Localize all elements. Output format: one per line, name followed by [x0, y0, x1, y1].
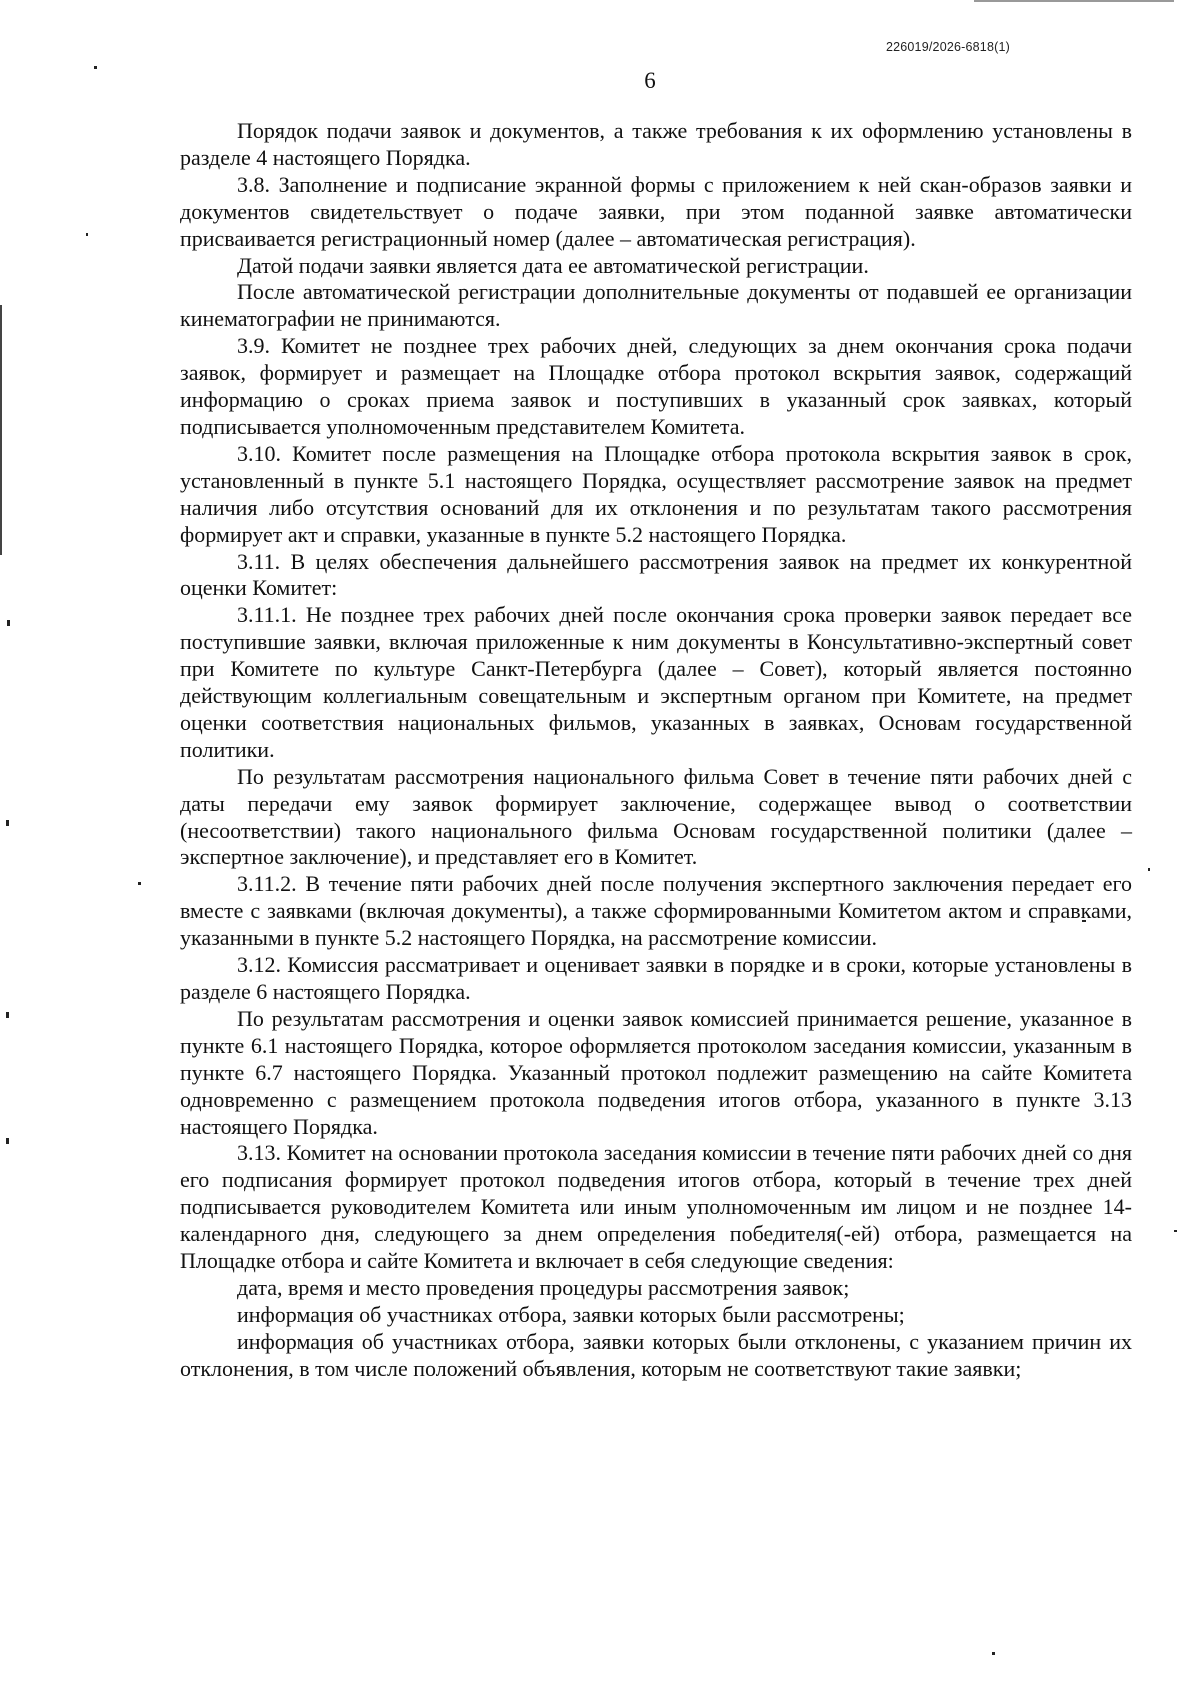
- list-item: информация об участниках отбора, заявки которых были рассмотрены;: [237, 1301, 905, 1327]
- paragraph: 3.13. Комитет на основании протокола заседания комиссии в течение пяти рабочих дней со дня его подписания формирует протокол подведения итогов отбора, который в течение трех дней подписывается руководителем Комитета или иным уполномоченным им лицом и не позднее 14-календарного дня, следующего за днем определения победителя(-ей) отбора, размещается на Площадке отбора и сайте Комитета и включает в себя следующие сведения:: [180, 1140, 1132, 1274]
- paragraph: По результатам рассмотрения и оценки заявок комиссией принимается решение, указанное в пункте 6.1 настоящего Порядка, которое оформляется протоколом заседания комиссии, указанным в пункте 6.7 настоящего Порядка. Указанный протокол подлежит размещению на сайте Комитета одновременно с размещением протокола подведения итогов отбора, указанного в пункте 3.13 настоящего Порядка.: [180, 1005, 1132, 1139]
- document-body: [180, 118, 1132, 1383]
- scan-dot: [86, 233, 88, 236]
- paragraph: 3.10. Комитет после размещения на Площадке отбора протокола вскрытия заявок в срок, установленный в пункте 5.1 настоящего Порядка, осуществляет рассмотрение заявок на предмет наличия либо отсутствия оснований для их отклонения и по результатам такого рассмотрения формирует акт и справки, указанные в пункте 5.2 настоящего Порядка.: [180, 440, 1132, 547]
- list-item: дата, время и место проведения процедуры рассмотрения заявок;: [237, 1274, 850, 1300]
- page-number-row: [0, 68, 1200, 94]
- paragraph: 3.12. Комиссия рассматривает и оценивает заявки в порядке и в сроки, которые установлены в разделе 6 настоящего Порядка.: [180, 952, 1132, 1004]
- scan-dot: [6, 1138, 9, 1144]
- paragraph: 3.11.1. Не позднее трех рабочих дней после окончания срока проверки заявок передает все поступившие заявки, включая приложенные к ним документы в Консультативно-экспертный совет при Комитете по культуре Санкт-Петербурга (далее – Совет), который является постоянно действующим коллегиальным совещательным и экспертным органом при Комитете, на предмет оценки соответствия национальных фильмов, указанных в заявках, Основам государственной политики.: [180, 602, 1132, 762]
- paragraph: Порядок подачи заявок и документов, а также требования к их оформлению установлены в разделе 4 настоящего Порядка.: [180, 118, 1132, 170]
- scan-edge-line: [0, 305, 2, 555]
- paragraph: 3.9. Комитет не позднее трех рабочих дней, следующих за днем окончания срока подачи заявок, формирует и размещает на Площадке отбора протокол вскрытия заявок, содержащий информацию о сроках приема заявок и поступивших в указанный срок заявках, который подписывается уполномоченным представителем Комитета.: [180, 333, 1132, 439]
- paragraph: По результатам рассмотрения национального фильма Совет в течение пяти рабочих дней с даты передачи ему заявок формирует заключение, содержащее вывод о соответствии (несоответствии) такого национального фильма Основам государственной политики (далее – экспертное заключение), и представляет его в Комитет.: [180, 763, 1132, 870]
- document-id: 226019/2026-6818(1): [885, 40, 1010, 54]
- scan-dot: [992, 1652, 995, 1655]
- paragraph: 3.8. Заполнение и подписание экранной формы с приложением к ней скан-образов заявки и документов свидетельствует о подаче заявки, при этом поданной заявке автоматически присваивается регистрационный номер (далее – автоматическая регистрация).: [180, 171, 1132, 251]
- scan-dot: [138, 882, 141, 885]
- paragraph: После автоматической регистрации дополнительные документы от подавшей ее организации кинематографии не принимаются.: [180, 279, 1132, 332]
- scan-top-rule: [974, 0, 1174, 2]
- paragraph: 3.11.2. В течение пяти рабочих дней после получения экспертного заключения передает его вместе с заявками (включая документы), а также сформированными Комитетом актом и справками, указанными в пункте 5.2 настоящего Порядка, на рассмотрение комиссии.: [180, 871, 1132, 951]
- list-item: информация об участниках отбора, заявки которых были отклонены, с указанием причин их отклонения, в том числе положений объявления, которым не соответствуют такие заявки;: [180, 1328, 1132, 1381]
- scan-dot: [6, 820, 9, 826]
- scan-dot: [1174, 1230, 1177, 1232]
- page-number: 6: [644, 68, 656, 93]
- scan-dot: [6, 1012, 9, 1018]
- paragraph: Датой подачи заявки является дата ее автоматической регистрации.: [237, 252, 869, 278]
- paragraph: 3.11. В целях обеспечения дальнейшего рассмотрения заявок на предмет их конкурентной оценки Комитет:: [180, 548, 1132, 601]
- scan-dot: [7, 620, 10, 626]
- scan-dot: [1148, 868, 1150, 871]
